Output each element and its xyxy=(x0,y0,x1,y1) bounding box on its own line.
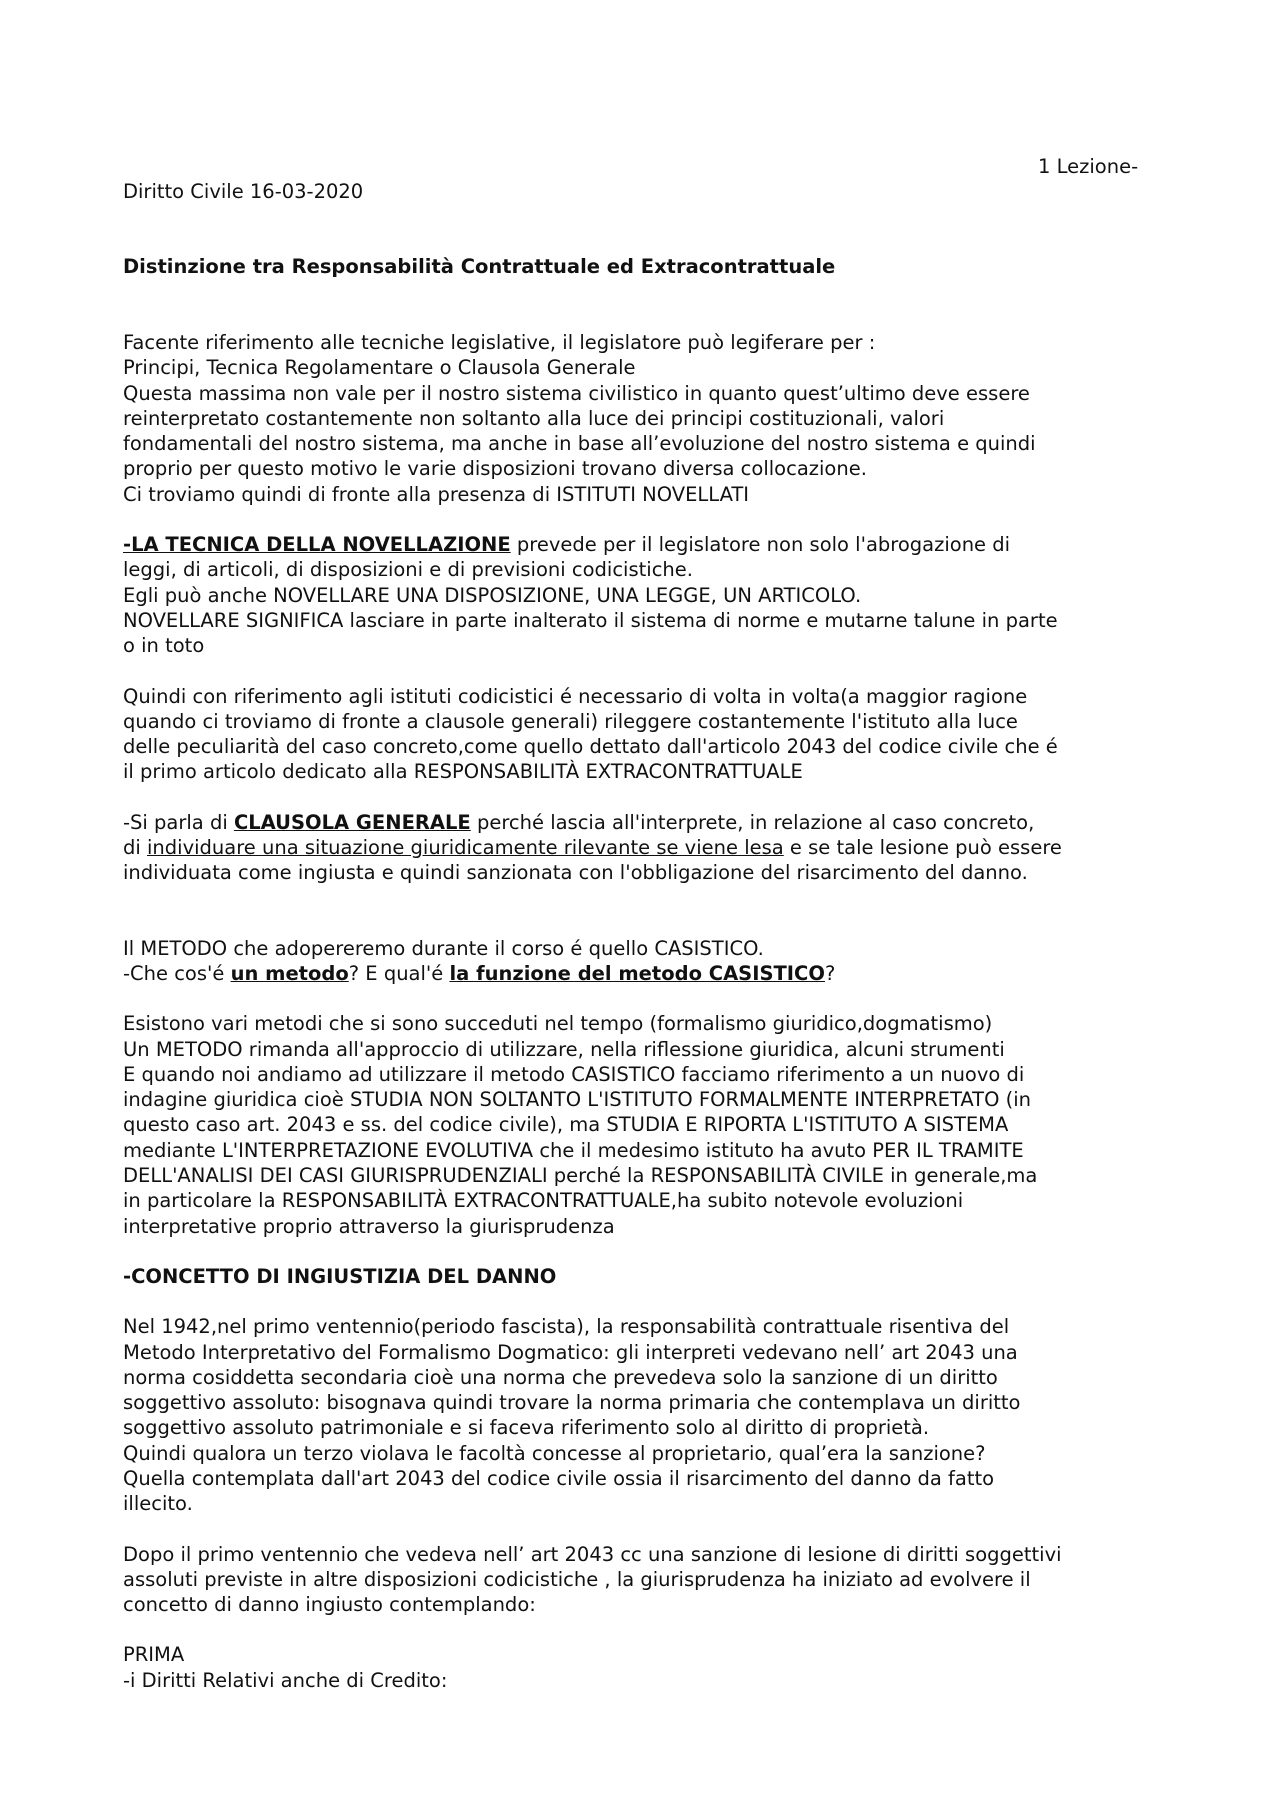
lesson-number: 1 Lezione- xyxy=(1038,155,1139,178)
text-line: Nel 1942,nel primo ventennio(periodo fascista), la responsabilità contrattuale risentiva del xyxy=(123,1315,1010,1339)
text-line: quando ci troviamo di fronte a clausole generali) rileggere costantemente l'istituto alla luce xyxy=(123,709,1018,733)
text-line: delle peculiarità del caso concreto,come quello dettato dall'articolo 2043 del codice civile che é xyxy=(123,735,1058,759)
text-line: -LA TECNICA DELLA NOVELLAZIONE prevede per il legislatore non solo l'abrogazione di xyxy=(123,533,1011,557)
text-line: norma cosiddetta secondaria cioè una norma che prevedeva solo la sanzione di un diritto xyxy=(123,1365,998,1389)
section-heading-ingiustizia: -CONCETTO DI INGIUSTIZIA DEL DANNO xyxy=(123,1264,557,1288)
text-line: Quindi qualora un terzo violava le facoltà concesse al proprietario, qual’era la sanzione? xyxy=(123,1441,986,1465)
text-line: il primo articolo dedicato alla RESPONSABILITÀ EXTRACONTRATTUALE xyxy=(123,760,803,784)
text-line: Metodo Interpretativo del Formalismo Dogmatico: gli interpreti vedevano nell’ art 2043 una xyxy=(123,1340,1018,1364)
metodo-emphasis: un metodo xyxy=(230,961,349,985)
text-line: DELL'ANALISI DEI CASI GIURISPRUDENZIALI perché la RESPONSABILITÀ CIVILE in generale,ma xyxy=(123,1164,1038,1188)
text-line: -Che cos'é un metodo? E qual'é la funzione del metodo CASISTICO? xyxy=(123,961,836,985)
text-line: mediante L'INTERPRETAZIONE EVOLUTIVA che il medesimo istituto ha avuto PER IL TRAMITE xyxy=(123,1138,1024,1162)
text-line: Ci troviamo quindi di fronte alla presenza di ISTITUTI NOVELLATI xyxy=(123,482,750,506)
funzione-metodo-emphasis: la funzione del metodo CASISTICO xyxy=(449,961,825,985)
text-line: interpretative proprio attraverso la giurisprudenza xyxy=(123,1214,615,1238)
text-line: concetto di danno ingiusto contemplando: xyxy=(123,1593,536,1617)
text-line: soggettivo assoluto: bisognava quindi trovare la norma primaria che contemplava un diritto xyxy=(123,1391,1021,1415)
text-line: questo caso art. 2043 e ss. del codice civile), ma STUDIA E RIPORTA L'ISTITUTO A SISTEMA xyxy=(123,1113,1009,1137)
text-line: illecito. xyxy=(123,1492,193,1516)
text-line: individuata come ingiusta e quindi sanzionata con l'obbligazione del risarcimento del danno. xyxy=(123,861,1028,885)
text-line: leggi, di articoli, di disposizioni e di previsioni codicistiche. xyxy=(123,558,693,582)
text-line: E quando noi andiamo ad utilizzare il metodo CASISTICO facciamo riferimento a un nuovo di xyxy=(123,1062,1025,1086)
text-line: -Si parla di CLAUSOLA GENERALE perché lascia all'interprete, in relazione al caso concreto, xyxy=(123,810,1035,834)
clausola-generale-emphasis: CLAUSOLA GENERALE xyxy=(233,810,471,834)
text-line: o in toto xyxy=(123,634,205,658)
text-line: Dopo il primo ventennio che vedeva nell’ art 2043 cc una sanzione di lesione di diritti soggettivi xyxy=(123,1542,1062,1566)
text-line: Esistono vari metodi che si sono succeduti nel tempo (formalismo giuridico,dogmatismo) xyxy=(123,1012,993,1036)
text-line: Quindi con riferimento agli istituti codicistici é necessario di volta in volta(a maggior ragione xyxy=(123,684,1028,708)
text-line: soggettivo assoluto patrimoniale e si faceva riferimento solo al diritto di proprietà. xyxy=(123,1416,930,1440)
text-line: Egli può anche NOVELLARE UNA DISPOSIZIONE, UNA LEGGE, UN ARTICOLO. xyxy=(123,583,862,607)
text-line: NOVELLARE SIGNIFICA lasciare in parte inalterato il sistema di norme e mutarne talune in parte xyxy=(123,608,1058,632)
text-line: indagine giuridica cioè STUDIA NON SOLTANTO L'ISTITUTO FORMALMENTE INTERPRETATO (in xyxy=(123,1088,1032,1112)
underlined-phrase: individuare una situazione giuridicamente rilevante se viene lesa xyxy=(147,836,784,860)
text-line: di individuare una situazione giuridicamente rilevante se viene lesa e se tale lesione può essere xyxy=(123,836,1062,860)
text-line: Principi, Tecnica Regolamentare o Clausola Generale xyxy=(123,356,636,380)
text-line: Questa massima non vale per il nostro sistema civilistico in quanto quest’ultimo deve essere xyxy=(123,381,1030,405)
section-heading-novellazione: -LA TECNICA DELLA NOVELLAZIONE xyxy=(123,533,511,557)
text-line: Un METODO rimanda all'approccio di utilizzare, nella riflessione giuridica, alcuni strumenti xyxy=(123,1037,1005,1061)
text-line: -i Diritti Relativi anche di Credito: xyxy=(123,1668,448,1692)
document-date: Diritto Civile 16-03-2020 xyxy=(123,180,364,203)
text-line: Quella contemplata dall'art 2043 del codice civile ossia il risarcimento del danno da fatto xyxy=(123,1466,995,1490)
document-title: Distinzione tra Responsabilità Contrattuale ed Extracontrattuale xyxy=(123,255,836,278)
document-body xyxy=(123,330,1203,1693)
text-line: proprio per questo motivo le varie disposizioni trovano diversa collocazione. xyxy=(123,457,867,481)
text-line: assoluti previste in altre disposizioni codicistiche , la giurisprudenza ha iniziato ad evolvere il xyxy=(123,1567,1031,1591)
text-line: Facente riferimento alle tecniche legislative, il legislatore può legiferare per : xyxy=(123,331,876,354)
text-line: in particolare la RESPONSABILITÀ EXTRACONTRATTUALE,ha subito notevole evoluzioni xyxy=(123,1189,964,1213)
text-line: PRIMA xyxy=(123,1643,185,1667)
text-line: Il METODO che adopereremo durante il corso é quello CASISTICO. xyxy=(123,936,764,960)
text-line: reinterpretato costantemente non soltanto alla luce dei principi costituzionali, valori xyxy=(123,406,945,430)
text-line: fondamentali del nostro sistema, ma anche in base all’evoluzione del nostro sistema e quindi xyxy=(123,432,1036,456)
